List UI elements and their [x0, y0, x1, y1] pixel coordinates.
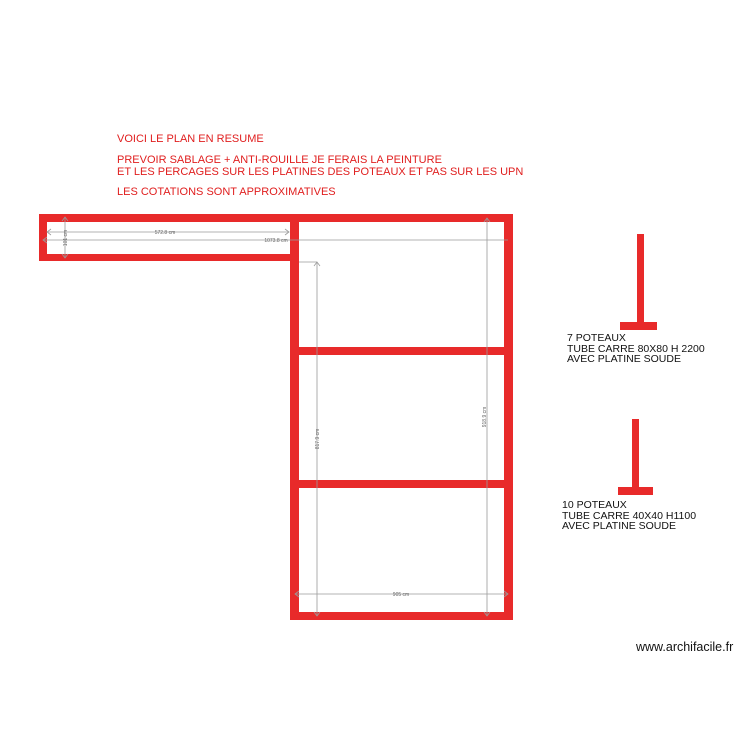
beam-main-right: [504, 214, 513, 620]
legend-large-tube: TUBE CARRE 80X80 H 2200: [567, 343, 705, 355]
note-plan-summary: VOICI LE PLAN EN RESUME: [117, 133, 264, 145]
dim-label-right-vertical: 918.9 cm: [482, 406, 488, 428]
beam-main-top: [290, 214, 513, 222]
post-large-symbol: [620, 234, 657, 330]
dim-label-bottom: 905 cm: [392, 592, 410, 598]
dim-label-long: 1073.8 cm: [264, 238, 288, 244]
steel-frame: [39, 214, 513, 620]
beam-cross-lower: [290, 480, 513, 488]
beam-main-bottom: [290, 612, 513, 620]
note-sandblasting: PREVOIR SABLAGE + ANTI-ROUILLE JE FERAIS LA PEINTURE: [117, 154, 442, 166]
beam-left-arm-top: [39, 214, 297, 222]
dimension-lines: [43, 217, 508, 616]
note-approximate-dimensions: LES COTATIONS SONT APPROXIMATIVES: [117, 186, 336, 198]
watermark-link[interactable]: www.archifacile.fr: [636, 640, 734, 654]
dim-label-short: 572.8 cm: [154, 230, 176, 236]
dim-label-arm-depth: 101 cm: [63, 229, 69, 247]
beam-cross-upper: [290, 347, 513, 355]
legend-large-count: 7 POTEAUX: [567, 332, 626, 344]
legend-small-count: 10 POTEAUX: [562, 499, 627, 511]
legend-small-plate: AVEC PLATINE SOUDE: [562, 520, 676, 532]
post-small-symbol: [618, 419, 653, 495]
legend-large-plate: AVEC PLATINE SOUDE: [567, 353, 681, 365]
legend-small-tube: TUBE CARRE 40X40 H1100: [562, 510, 697, 522]
note-drilling: ET LES PERCAGES SUR LES PLATINES DES POTEAUX ET PAS SUR LES UPN: [117, 166, 524, 178]
beam-main-left: [290, 214, 299, 620]
dim-label-center-vertical: 817.9 cm: [315, 428, 321, 450]
beam-left-arm-bottom: [39, 254, 297, 261]
